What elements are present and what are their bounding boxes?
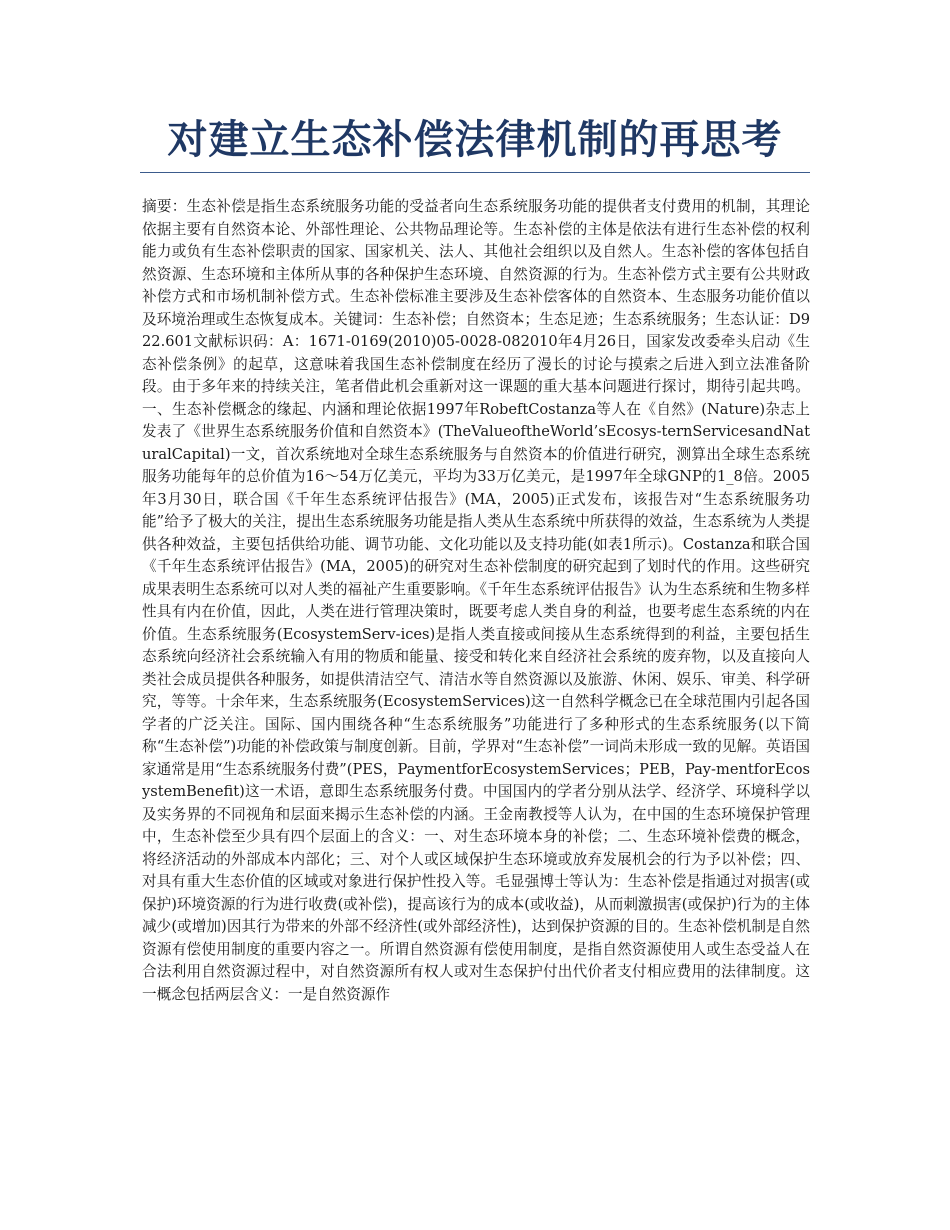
title-underline: [140, 172, 810, 173]
document-title: 对建立生态补偿法律机制的再思考: [167, 117, 783, 163]
body-paragraph: 摘要：生态补偿是指生态系统服务功能的受益者向生态系统服务功能的提供者支付费用的机制，其理论依据主要有自然资本论、外部性理论、公共物品理论等。生态补偿的主体是依法有进行生态补偿的权利能力或负有生态补偿职责的国家、国家机关、法人、其他社会组织以及自然人。生态补偿的客体包括自然资源、生态环境和主体所从事的各种保护生态环境、自然资源的行为。生态补偿方式主要有公共财政补偿方式和市场机制补偿方式。生态补偿标准主要涉及生态补偿客体的自然资本、生态服务功能价值以及环境治理或生态恢复成本。关键词：生态补偿；自然资本；生态足迹；生态系统服务；生态认证：D922.601文献标识码：A：1671-0169(2010)05-0028-082010年4月26日，国家发改委牵头启动《生态补偿条例》的起草，这意味着我国生态补偿制度在经历了漫长的讨论与摸索之后进入到立法准备阶段。由于多年来的持续关注，笔者借此机会重新对这一课题的重大基本问题进行探讨，期待引起共鸣。一、生态补偿概念的缘起、内涵和理论依据1997年RobeftCostanza等人在《自然》(Nature)杂志上发表了《世界生态系统服务价值和自然资本》(TheValueoftheWorld’sEcosys-ternServicesandNaturalCapital)一文，首次系统地对全球生态系统服务与自然资本的价值进行研究，测算出全球生态系统服务功能每年的总价值为16～54万亿美元，平均为33万亿美元，是1997年全球GNP的1_8倍。2005年3月30日，联合国《千年生态系统评估报告》(MA，2005)正式发布，该报告对“生态系统服务功能”给予了极大的关注，提出生态系统服务功能是指人类从生态系统中所获得的效益，生态系统为人类提供各种效益，主要包括供给功能、调节功能、文化功能以及支持功能(如表1所示)。Costanza和联合国《千年生态系统评估报告》(MA，2005)的研究对生态补偿制度的研究起到了划时代的作用。这些研究成果表明生态系统可以对人类的福祉产生重要影响。《千年生态系统评估报告》认为生态系统和生物多样性具有内在价值，因此，人类在进行管理决策时，既要考虑人类自身的利益，也要考虑生态系统的内在价值。生态系统服务(EcosystemServ-ices)是指人类直接或间接从生态系统得到的利益，主要包括生态系统向经济社会系统输入有用的物质和能量、接受和转化来自经济社会系统的废弃物，以及直接向人类社会成员提供各种服务，如提供清洁空气、清洁水等自然资源以及旅游、休闲、娱乐、审美、科学研究，等等。十余年来，生态系统服务(EcosystemServices)这一自然科学概念已在全球范围内引起各国学者的广泛关注。国际、国内围绕各种“生态系统服务”功能进行了多种形式的生态系统服务(以下简称“生态补偿”)功能的补偿政策与制度创新。目前，学界对“生态补偿”一词尚未形成一致的见解。英语国家通常是用“生态系统服务付费”(PES，PaymentforEcosystemServices；PEB，Pay-mentforEcosystemBenefit)这一术语，意即生态系统服务付费。中国国内的学者分别从法学、经济学、环境科学以及实务界的不同视角和层面来揭示生态补偿的内涵。王金南教授等人认为，在中国的生态环境保护管理中，生态补偿至少具有四个层面上的含义：一、对生态环境本身的补偿；二、生态环境补偿费的概念，将经济活动的外部成本内部化；三、对个人或区域保护生态环境或放弃发展机会的行为予以补偿；四、对具有重大生态价值的区域或对象进行保护性投入等。毛显强博士等认为：生态补偿是指通过对损害(或保护)环境资源的行为进行收费(或补偿)，提高该行为的成本(或收益)，从而刺激损害(或保护)行为的主体减少(或增加)因其行为带来的外部不经济性(或外部经济性)，达到保护资源的目的。生态补偿机制是自然资源有偿使用制度的重要内容之一。所谓自然资源有偿使用制度，是指自然资源使用人或生态受益人在合法利用自然资源过程中，对自然资源所有权人或对生态保护付出代价者支付相应费用的法律制度。这一概念包括两层含义：一是自然资源作: [142, 198, 810, 1003]
document-body: [142, 196, 810, 1006]
